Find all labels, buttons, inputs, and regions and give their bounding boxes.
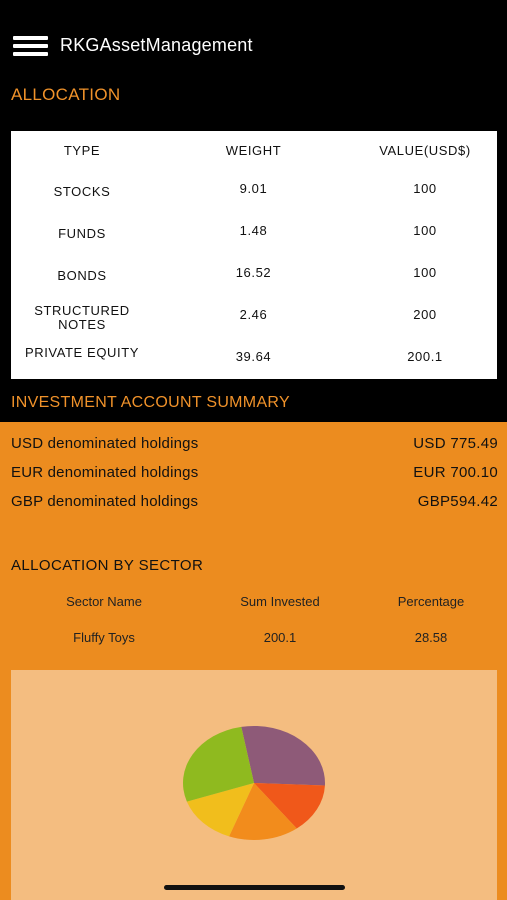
row-weight: 1.48 (239, 223, 268, 238)
sector-row-name: Fluffy Toys (73, 630, 135, 645)
header-value: VALUE(USD$) (379, 143, 471, 158)
row-weight: 39.64 (235, 349, 272, 364)
sector-header-name: Sector Name (66, 594, 142, 609)
home-indicator[interactable] (164, 885, 345, 890)
header-type: TYPE (63, 143, 101, 158)
app-title: RKGAssetManagement (60, 35, 253, 55)
holding-label: EUR denominated holdings (11, 464, 199, 481)
row-weight: 16.52 (235, 265, 272, 280)
allocation-title: ALLOCATION (11, 85, 121, 104)
row-value: 200 (413, 307, 437, 322)
hamburger-menu-icon[interactable] (13, 36, 48, 56)
summary-section (0, 422, 507, 900)
holding-value: EUR 700.10 (413, 464, 498, 481)
sector-row-percentage: 28.58 (414, 630, 448, 645)
row-type: STRUCTURED (34, 303, 130, 318)
sector-pie-chart-panel (11, 670, 497, 900)
row-type-line2: NOTES (58, 317, 106, 332)
pie-slice (241, 726, 325, 786)
row-type: FUNDS (58, 226, 106, 241)
row-weight: 2.46 (239, 307, 268, 322)
app-header (0, 0, 507, 80)
sector-header-percentage: Percentage (397, 594, 465, 609)
sector-header-sum: Sum Invested (240, 594, 320, 609)
allocation-table (11, 131, 497, 379)
holding-label: USD denominated holdings (11, 435, 199, 452)
row-value: 100 (413, 223, 437, 238)
sector-row-sum: 200.1 (263, 630, 297, 645)
holding-value: USD 775.49 (413, 435, 498, 452)
row-type: STOCKS (53, 184, 111, 199)
row-value: 100 (413, 181, 437, 196)
investment-summary-title: INVESTMENT ACCOUNT SUMMARY (11, 394, 290, 411)
sector-pie-chart (181, 725, 327, 849)
row-value: 100 (413, 265, 437, 280)
row-weight: 9.01 (239, 181, 268, 196)
holding-value: GBP594.42 (417, 493, 498, 510)
row-value: 200.1 (407, 349, 443, 364)
row-type: BONDS (57, 268, 107, 283)
holding-label: GBP denominated holdings (11, 493, 199, 510)
header-weight: WEIGHT (225, 143, 282, 158)
sector-title: ALLOCATION BY SECTOR (11, 557, 204, 574)
row-type: PRIVATE EQUITY (24, 345, 140, 360)
